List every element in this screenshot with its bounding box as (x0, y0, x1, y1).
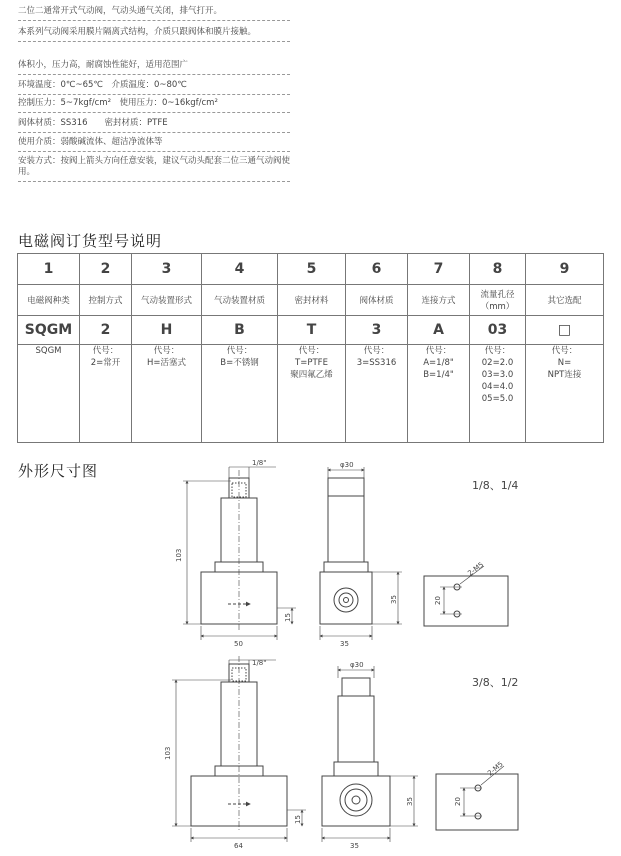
option-line: 02=2.0 (481, 358, 514, 368)
side-view-2 (322, 666, 418, 842)
drawing-2 (172, 656, 518, 842)
option-line: 代号： (363, 346, 390, 356)
option-line: SQGM (35, 346, 62, 356)
option-line: 代号： (551, 346, 578, 356)
spec-line-5: 控制压力：5~7kgf/cm² 使用压力：0~16kgf/cm² (18, 98, 290, 113)
col-number: 9 (526, 254, 604, 285)
option-line: 代号： (425, 346, 452, 356)
bolt-spacing-dim-2: 20 (454, 797, 462, 806)
option-line: H=活塞式 (146, 358, 186, 368)
option-line: 代号： (92, 346, 119, 356)
spec-line-4: 环境温度：0℃~65℃ 介质温度：0~80℃ (18, 80, 290, 95)
drawing-1 (183, 467, 508, 640)
col-name: 电磁阀种类 (18, 285, 80, 316)
size-label-2: 3/8、1/2 (472, 676, 519, 689)
col-name: 流量孔径（mm） (470, 285, 526, 316)
col-code: T (278, 316, 346, 345)
option-line: A=1/8" (423, 358, 454, 368)
option-line: 代号： (484, 346, 511, 356)
col-number: 5 (278, 254, 346, 285)
option-line: 代号： (153, 346, 180, 356)
option-line: NPT连接 (547, 370, 582, 380)
col-name: 密封材料 (278, 285, 346, 316)
col-code: □ (526, 316, 604, 345)
spec-line-3: 体积小，压力高，耐腐蚀性能好，适用范围广 (18, 60, 290, 75)
col-code: 3 (346, 316, 408, 345)
col-number: 1 (18, 254, 80, 285)
option-line: 3=SS316 (356, 358, 397, 368)
bolt-spacing-dim-1: 20 (434, 596, 442, 605)
col-number: 3 (132, 254, 202, 285)
dia-label-1: φ30 (340, 461, 354, 469)
side-height-dim-2: 35 (406, 797, 414, 806)
width-dim-1: 50 (234, 640, 243, 648)
option-line: T=PTFE (295, 358, 328, 368)
bolt-label-1: 2-M5 (466, 560, 486, 578)
side-view-1 (320, 467, 402, 640)
col-code: H (132, 316, 202, 345)
option-line: 聚四氟乙烯 (290, 370, 333, 380)
spec-line-8: 安装方式：按阀上箭头方向任意安装，建议气动头配套二位三通气动阀使用。 (18, 156, 290, 182)
col-code: B (202, 316, 278, 345)
dims-section-title: 外形尺寸图 (18, 462, 99, 480)
port-label-2: 1/8" (252, 659, 267, 667)
col-name: 阀体材质 (346, 285, 408, 316)
side-width-dim-2: 35 (350, 842, 359, 850)
size-label-1: 1/8、1/4 (472, 479, 519, 492)
option-line: 04=4.0 (481, 382, 514, 392)
col-code: 03 (470, 316, 526, 345)
spec-line-2: 本系列气动阀采用膜片隔离式结构，介质只跟阀体和膜片接触。 (18, 27, 290, 42)
height-dim-2: 103 (164, 746, 172, 760)
front-view-1 (183, 467, 296, 640)
col-number: 4 (202, 254, 278, 285)
width-dim-2: 64 (234, 842, 243, 850)
spec-line-6: 阀体材质：SS316 密封材质：PTFE (18, 118, 290, 133)
col-code: 2 (80, 316, 132, 345)
bottom-view-2 (436, 766, 518, 830)
front-view-2 (172, 656, 306, 842)
offset-dim-2: 15 (294, 815, 302, 824)
bolt-label-2: 2-M5 (486, 760, 505, 778)
option-line: 03=3.0 (481, 370, 514, 380)
col-code: SQGM (18, 316, 80, 345)
option-line: B=不锈钢 (220, 358, 259, 368)
option-line: 代号： (298, 346, 325, 356)
col-name: 连接方式 (408, 285, 470, 316)
option-line: 05=5.0 (481, 394, 514, 404)
offset-dim-1: 15 (284, 613, 292, 622)
col-name: 气动装置形式 (132, 285, 202, 316)
col-number: 6 (346, 254, 408, 285)
dia-label-2: φ30 (350, 661, 364, 669)
height-dim-1: 103 (175, 548, 183, 562)
col-name: 控制方式 (80, 285, 132, 316)
side-height-dim-1: 35 (390, 595, 398, 604)
col-name: 其它选配 (526, 285, 604, 316)
side-width-dim-1: 35 (340, 640, 349, 648)
col-number: 8 (470, 254, 526, 285)
col-name: 气动装置材质 (202, 285, 278, 316)
option-line: 代号： (226, 346, 253, 356)
col-code: A (408, 316, 470, 345)
spec-line-1: 二位二通常开式气动阀，气动头通气关闭，排气打开。 (18, 6, 290, 21)
option-line: N= (557, 358, 572, 368)
col-number: 7 (408, 254, 470, 285)
bottom-view-1 (424, 566, 508, 626)
order-section-title: 电磁阀订货型号说明 (18, 232, 163, 250)
port-label-1: 1/8" (252, 459, 267, 467)
spec-line-7: 使用介质：弱酸碱流体、超洁净流体等 (18, 137, 290, 152)
col-number: 2 (80, 254, 132, 285)
option-line: B=1/4" (423, 370, 454, 380)
option-line: 2=常开 (90, 358, 121, 368)
